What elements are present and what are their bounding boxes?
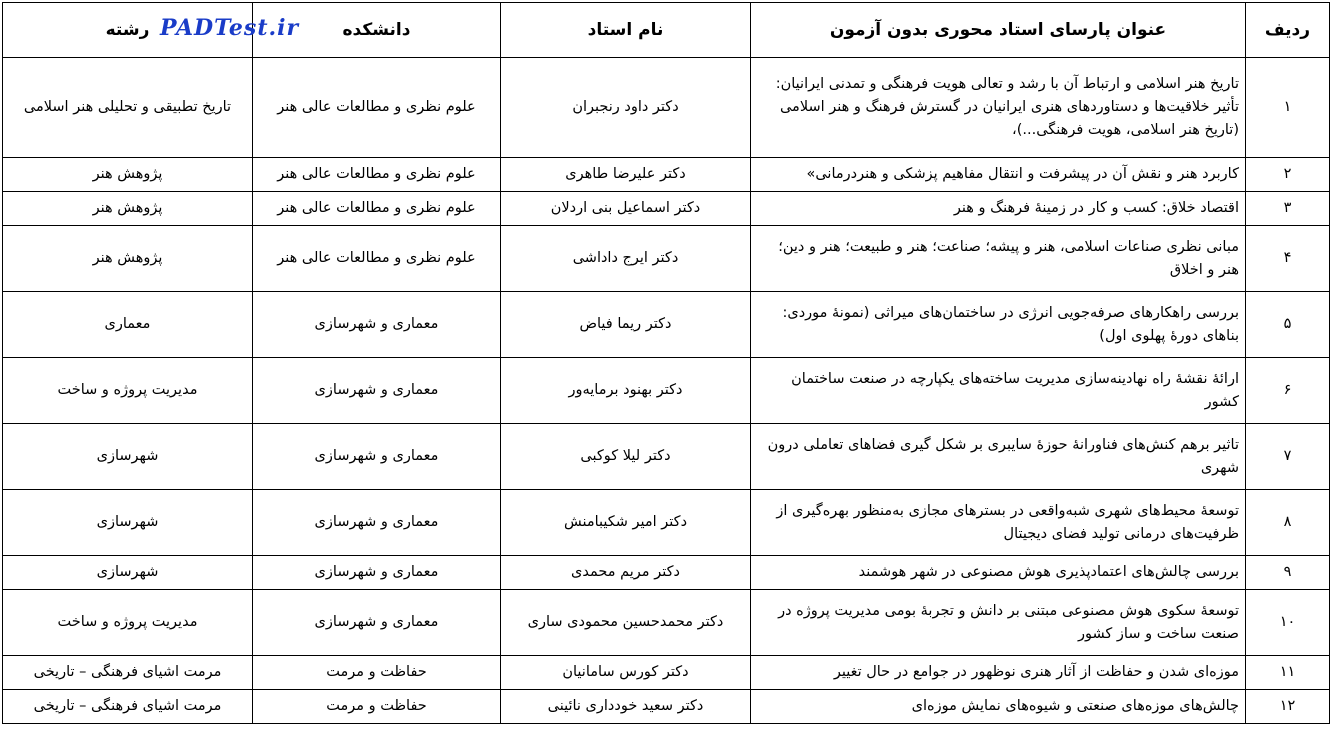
cell-professor: دکتر داود رنجبران bbox=[501, 58, 751, 158]
watermark-logo: PADTest.ir bbox=[160, 15, 300, 41]
cell-field: معماری bbox=[3, 292, 253, 358]
cell-title: مبانی نظری صناعات اسلامی، هنر و پیشه؛ صناعت؛ هنر و طبیعت؛ هنر و دین؛ هنر و اخلاق bbox=[751, 226, 1246, 292]
cell-num: ۶ bbox=[1246, 358, 1330, 424]
cell-field: پژوهش هنر bbox=[3, 192, 253, 226]
cell-professor: دکتر ایرج داداشی bbox=[501, 226, 751, 292]
cell-professor: دکتر امیر شکیبامنش bbox=[501, 490, 751, 556]
cell-faculty: علوم نظری و مطالعات عالی هنر bbox=[253, 58, 501, 158]
cell-professor: دکتر ریما فیاض bbox=[501, 292, 751, 358]
table-body bbox=[3, 58, 1330, 724]
cell-field: مرمت اشیای فرهنگی – تاریخی bbox=[3, 690, 253, 724]
cell-title: توسعۀ محیط‌های شهری شبه‌واقعی در بسترهای مجازی به‌منظور بهره‌گیری از ظرفیت‌های درمانی تولید فضای دیجیتال bbox=[751, 490, 1246, 556]
cell-professor: دکتر کورس سامانیان bbox=[501, 656, 751, 690]
header-title: عنوان پارسای استاد محوری بدون آزمون bbox=[751, 3, 1246, 58]
cell-professor: دکتر اسماعیل بنی اردلان bbox=[501, 192, 751, 226]
cell-faculty: معماری و شهرسازی bbox=[253, 490, 501, 556]
cell-professor: دکتر بهنود برمایه‌ور bbox=[501, 358, 751, 424]
header-professor: نام استاد bbox=[501, 3, 751, 58]
cell-field: تاریخ تطبیقی و تحلیلی هنر اسلامی bbox=[3, 58, 253, 158]
cell-num: ۵ bbox=[1246, 292, 1330, 358]
cell-title: تاریخ هنر اسلامی و ارتباط آن با رشد و تعالی هویت فرهنگی و تمدنی ایرانیان: تأثیر خلاقیت‌ها و دستاوردهای هنری ایرانیان در گسترش فرهنگ و هنر اسلامی (تاریخ هنر اسلامی، هویت فرهنگی...)، bbox=[751, 58, 1246, 158]
cell-faculty: حفاظت و مرمت bbox=[253, 690, 501, 724]
cell-professor: دکتر محمدحسین محمودی ساری bbox=[501, 590, 751, 656]
cell-field: پژوهش هنر bbox=[3, 226, 253, 292]
cell-title: توسعۀ سکوی هوش مصنوعی مبتنی بر دانش و تجربۀ بومی مدیریت پروژه در صنعت ساخت و ساز کشور bbox=[751, 590, 1246, 656]
thesis-table bbox=[2, 2, 1330, 724]
cell-num: ۱ bbox=[1246, 58, 1330, 158]
cell-faculty: معماری و شهرسازی bbox=[253, 556, 501, 590]
cell-professor: دکتر علیرضا طاهری bbox=[501, 158, 751, 192]
cell-field: پژوهش هنر bbox=[3, 158, 253, 192]
cell-field: شهرسازی bbox=[3, 556, 253, 590]
cell-title: بررسی چالش‌های اعتمادپذیری هوش مصنوعی در شهر هوشمند bbox=[751, 556, 1246, 590]
cell-field: مدیریت پروژه و ساخت bbox=[3, 358, 253, 424]
cell-num: ۸ bbox=[1246, 490, 1330, 556]
cell-num: ۱۰ bbox=[1246, 590, 1330, 656]
header-faculty: دانشکده bbox=[253, 3, 501, 58]
table-row bbox=[3, 192, 1330, 226]
cell-title: اقتصاد خلاق: کسب و کار در زمینۀ فرهنگ و هنر bbox=[751, 192, 1246, 226]
table-row bbox=[3, 58, 1330, 158]
cell-num: ۹ bbox=[1246, 556, 1330, 590]
table-row bbox=[3, 358, 1330, 424]
cell-faculty: علوم نظری و مطالعات عالی هنر bbox=[253, 192, 501, 226]
cell-faculty: معماری و شهرسازی bbox=[253, 424, 501, 490]
cell-faculty: معماری و شهرسازی bbox=[253, 358, 501, 424]
header-field: رشته bbox=[3, 3, 253, 58]
cell-professor: دکتر سعید خودداری نائینی bbox=[501, 690, 751, 724]
cell-num: ۳ bbox=[1246, 192, 1330, 226]
cell-num: ۴ bbox=[1246, 226, 1330, 292]
cell-field: مدیریت پروژه و ساخت bbox=[3, 590, 253, 656]
cell-title: ارائۀ نقشۀ راه نهادینه‌سازی مدیریت ساخته‌های یکپارچه در صنعت ساختمان کشور bbox=[751, 358, 1246, 424]
cell-num: ۷ bbox=[1246, 424, 1330, 490]
cell-title: موزه‌ای شدن و حفاظت از آثار هنری نوظهور در جوامع در حال تغییر bbox=[751, 656, 1246, 690]
cell-num: ۲ bbox=[1246, 158, 1330, 192]
table-row bbox=[3, 656, 1330, 690]
cell-num: ۱۲ bbox=[1246, 690, 1330, 724]
cell-professor: دکتر مریم محمدی bbox=[501, 556, 751, 590]
cell-field: مرمت اشیای فرهنگی – تاریخی bbox=[3, 656, 253, 690]
header-num: ردیف bbox=[1246, 3, 1330, 58]
table-row bbox=[3, 158, 1330, 192]
cell-num: ۱۱ bbox=[1246, 656, 1330, 690]
cell-title: چالش‌های موزه‌های صنعتی و شیوه‌های نمایش موزه‌ای bbox=[751, 690, 1246, 724]
table-row bbox=[3, 292, 1330, 358]
table-row bbox=[3, 490, 1330, 556]
table-row bbox=[3, 556, 1330, 590]
cell-faculty: علوم نظری و مطالعات عالی هنر bbox=[253, 226, 501, 292]
cell-field: شهرسازی bbox=[3, 424, 253, 490]
table-row bbox=[3, 424, 1330, 490]
table-row bbox=[3, 226, 1330, 292]
cell-faculty: معماری و شهرسازی bbox=[253, 590, 501, 656]
cell-field: شهرسازی bbox=[3, 490, 253, 556]
cell-faculty: حفاظت و مرمت bbox=[253, 656, 501, 690]
cell-title: کاربرد هنر و نقش آن در پیشرفت و انتقال مفاهیم پزشکی و هنردرمانی» bbox=[751, 158, 1246, 192]
cell-professor: دکتر لیلا کوکبی bbox=[501, 424, 751, 490]
cell-title: تاثیر برهم کنش‌های فناورانۀ حوزۀ سایبری بر شکل گیری فضاهای تعاملی درون شهری bbox=[751, 424, 1246, 490]
cell-title: بررسی راهکارهای صرفه‌جویی انرژی در ساختمان‌های میراثی (نمونۀ موردی: بناهای دورۀ پهلوی اول) bbox=[751, 292, 1246, 358]
table-row bbox=[3, 690, 1330, 724]
cell-faculty: معماری و شهرسازی bbox=[253, 292, 501, 358]
cell-faculty: علوم نظری و مطالعات عالی هنر bbox=[253, 158, 501, 192]
table-row bbox=[3, 590, 1330, 656]
